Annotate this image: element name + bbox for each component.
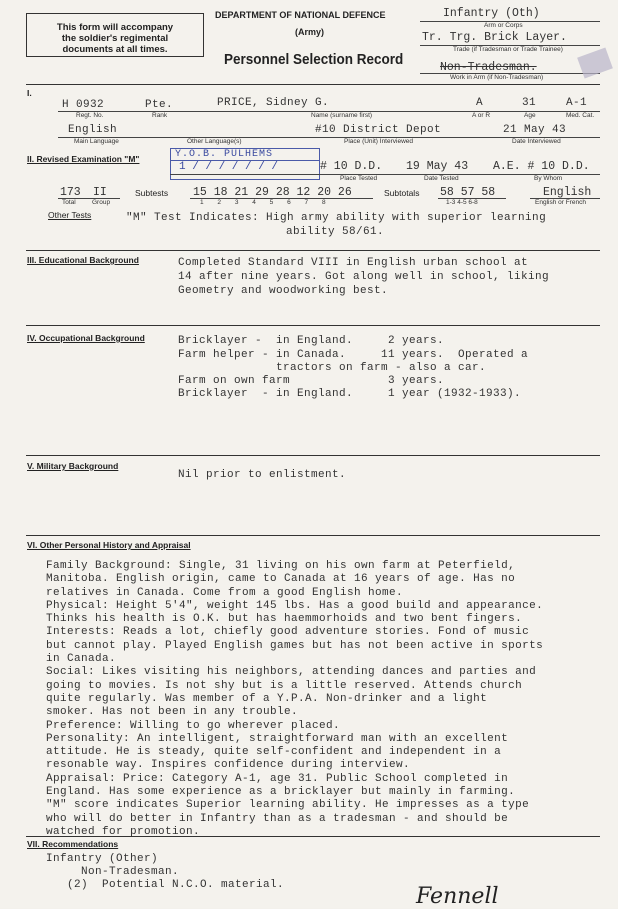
work-label: Work in Arm (if Non-Tradesman) (450, 74, 544, 81)
appraisal-line: Family Background: Single, 31 living on his own farm at Peterfield, (46, 560, 516, 572)
appraisal-line: Personality: An intelligent, straightforward man with an excellent (46, 732, 509, 745)
corner-stamp (577, 48, 613, 79)
page-title: Personnel Selection Record (224, 51, 404, 68)
aor-label: A or R (472, 112, 491, 119)
signature: Fennell (416, 884, 499, 909)
occupation-line: tractors on farm - also a car. (178, 362, 487, 374)
group-value: II (93, 186, 107, 199)
name-value: PRICE, Sidney G. (217, 97, 330, 109)
appraisal-line: Thinks his health is O.K. but has haemmorhoids and two bent fingers. (46, 613, 523, 626)
appraisal-line: going to movies. Is not shy but is a little reserved. Attends church (46, 679, 523, 692)
date-interviewed-value: 21 May 43 (503, 124, 567, 136)
department-label: DEPARTMENT OF NATIONAL DEFENCE (215, 10, 386, 20)
total-label: Total (62, 199, 76, 206)
education-line: Completed Standard VIII in English urban school at (178, 257, 529, 269)
section1-num: I. (27, 88, 32, 98)
appraisal-line: in Canada. (46, 653, 117, 666)
by-whom-value: A.E. # 10 D.D. (493, 160, 590, 173)
occupation-line: Farm on own farm 3 years. (178, 375, 445, 387)
total-value: 173 (60, 186, 81, 199)
pulhems-stamp (170, 148, 320, 180)
appraisal-line: but cannot play. Played English games but has not been active in sports (46, 639, 544, 652)
subtotals-values: 58 57 58 (440, 186, 496, 199)
place-tested-label: Place Tested (340, 175, 378, 182)
appraisal-line: Interests: Reads a lot, chiefly good adventure stories. Fond of music (46, 626, 530, 639)
subtests-index: 1 2 3 4 5 6 7 8 (200, 199, 326, 206)
work-value: Non-Tradesman. (440, 61, 537, 74)
appraisal-line: relatives in Canada. Come from a good English home. (46, 586, 404, 599)
appraisal-line: watched for promotion. (46, 825, 201, 838)
english-value: English (543, 186, 592, 199)
rank-value: Pte. (145, 99, 174, 111)
recommendation-line: Infantry (Other) (46, 853, 159, 865)
date-tested-value: 19 May 43 (406, 160, 469, 173)
pulhems-stamp-header: Y.O.B. PULHEMS (171, 149, 319, 161)
other-language-label: Other Language(s) (187, 138, 242, 145)
section6-title: VI. Other Personal History and Appraisal (27, 540, 191, 550)
appraisal-line: Manitoba. English origin, came to Canada at 16 years of age. Has no (46, 573, 516, 586)
place-interviewed-label: Place (Unit) Interviewed (344, 138, 413, 145)
appraisal-line: "M" score indicates Superior learning ability. He impresses as a type (46, 799, 530, 812)
place-interviewed-value: #10 District Depot (315, 124, 442, 136)
name-label: Name (surname first) (311, 112, 373, 119)
trade-label: Trade (if Tradesman or Trade Trainee) (453, 46, 563, 53)
main-language-value: English (68, 124, 118, 136)
occupation-line: Bricklayer - in England. 1 year (1932-1933). (178, 388, 522, 400)
age-value: 31 (522, 97, 537, 109)
appraisal-line: Appraisal: Price: Category A-1, age 31. Public School completed in (46, 772, 509, 785)
subtotals-label: Subtotals (384, 188, 420, 198)
education-line: 14 after nine years. Got along well in school, liking (178, 271, 550, 283)
appraisal-line: Preference: Willing to go wherever placed. (46, 719, 341, 732)
trade-value: Tr. Trg. Brick Layer. (422, 31, 567, 44)
pulhems-stamp-values: 1 / / / / / / / (179, 161, 279, 173)
appraisal-line: who will do better in Infantry than as a tradesman - and should be (46, 812, 509, 825)
med-cat-value: A-1 (566, 97, 588, 109)
by-whom-label: By Whom (534, 175, 563, 182)
notice-line1: This form will accompany (56, 22, 174, 33)
med-cat-label: Med. Cat. (566, 112, 595, 119)
appraisal-text (46, 560, 543, 839)
group-label: Group (92, 199, 111, 206)
military-background-text: Nil prior to enlistment. (178, 469, 347, 481)
appraisal-line: smoker. Has not been in any trouble. (46, 706, 299, 719)
recommendation-line: (2) Potential N.C.O. material. (46, 879, 285, 891)
notice-box (26, 13, 204, 57)
regt-no-label: Regt. No. (76, 112, 104, 119)
section5-title: V. Military Background (27, 461, 119, 471)
date-tested-label: Date Tested (424, 175, 459, 182)
appraisal-line: England. Has some experience as a bricklayer but mainly in farming. (46, 786, 516, 799)
place-tested-value: # 10 D.D. (320, 160, 383, 173)
appraisal-line: Social: Likes visiting his neighbors, attending dances and parties and (46, 666, 537, 679)
subtotals-index: 1-3 4-5 6-8 (446, 199, 478, 206)
appraisal-line: attitude. He is steady, quite self-confident and independent in a (46, 746, 502, 759)
arm-value: Infantry (Oth) (443, 7, 540, 20)
notice-line2: the soldier's regimental (61, 33, 169, 44)
subtests-label: Subtests (135, 188, 169, 198)
recommendation-line: Non-Tradesman. (46, 866, 180, 878)
arm-label: Arm or Corps (484, 22, 523, 29)
section4-title: IV. Occupational Background (27, 333, 145, 343)
appraisal-line: Physical: Height 5'4", weight 145 lbs. Has a good build and appearance. (46, 599, 544, 612)
army-label: (Army) (295, 27, 325, 37)
notice-line3: documents at all times. (62, 44, 168, 55)
other-tests-line2: ability 58/61. (286, 226, 385, 238)
subtests-values: 15 18 21 29 28 12 20 26 (193, 186, 352, 199)
education-line: Geometry and woodworking best. (178, 285, 389, 297)
appraisal-line: resonable way. Inspires confidence during interview. (46, 759, 411, 772)
english-label: English or French (535, 199, 586, 206)
a-or-r-value: A (476, 97, 484, 109)
date-interviewed-label: Date Interviewed (512, 138, 561, 145)
regt-no-value: H 0932 (62, 99, 105, 111)
section7-title: VII. Recommendations (27, 839, 119, 849)
occupation-line: Farm helper - in Canada. 11 years. Operated a (178, 349, 529, 361)
occupation-line: Bricklayer - in England. 2 years. (178, 335, 445, 347)
section2-title: II. Revised Examination "M" (27, 154, 140, 164)
main-language-label: Main Language (74, 138, 119, 145)
section3-title: III. Educational Background (27, 255, 139, 265)
appraisal-line: quite regularly. Was member of a Y.P.A. Non-drinker and a light (46, 692, 488, 705)
rank-label: Rank (152, 112, 168, 119)
other-tests-label: Other Tests (48, 210, 92, 220)
age-label: Age (524, 112, 536, 119)
other-tests-line1: "M" Test Indicates: High army ability with superior learning (126, 212, 547, 224)
